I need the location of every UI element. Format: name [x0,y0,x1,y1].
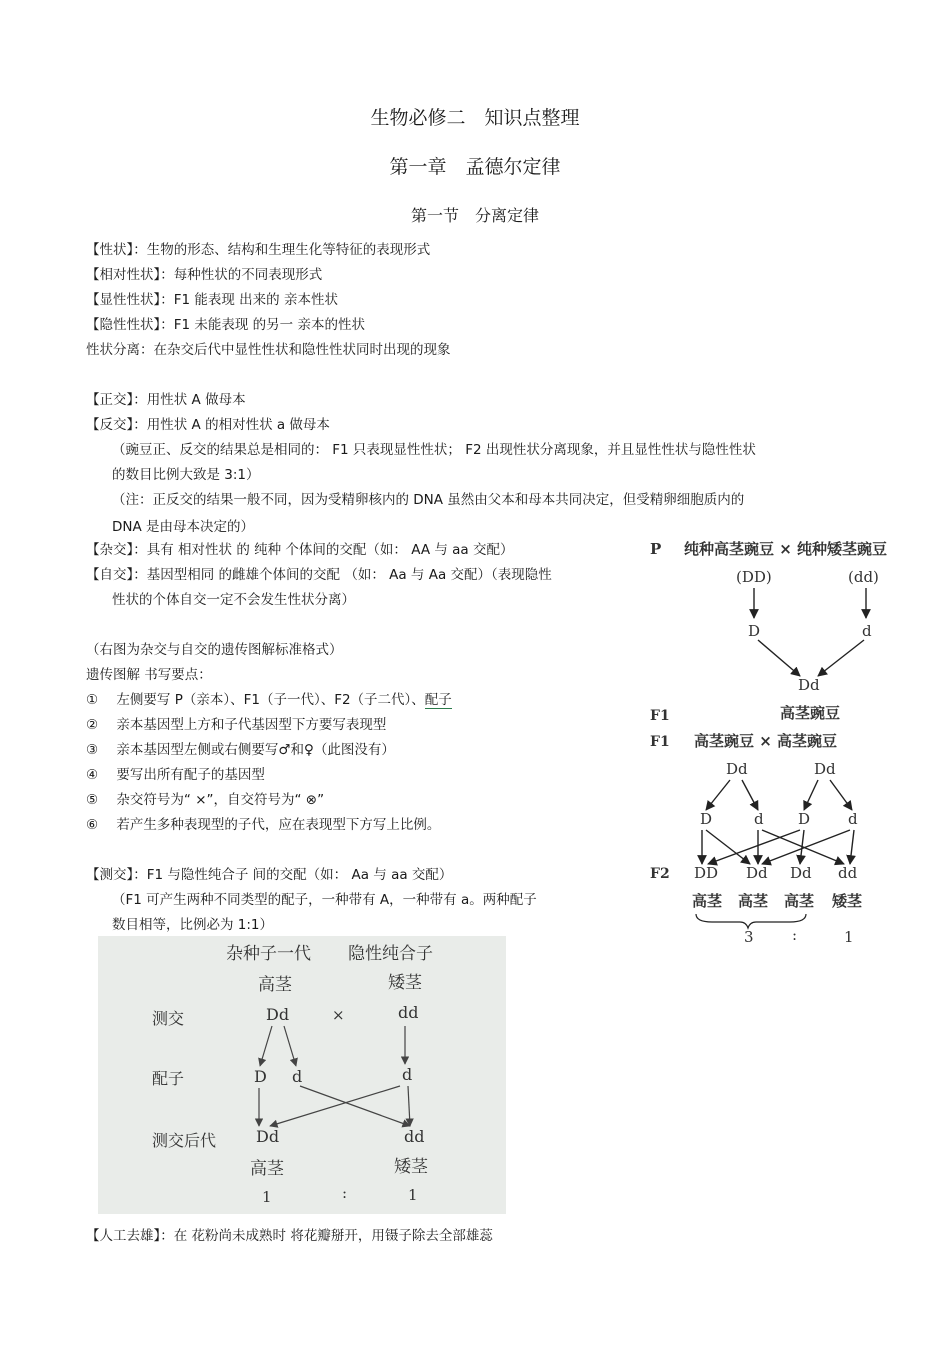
point-6 [86,813,440,833]
f1-gamete-1: D [700,810,713,828]
p-genotype-right: (dd) [848,568,879,586]
definition-relative-trait: 【相对性状】：每种性状的不同表现形式 [86,267,323,283]
ratio-recessive: 1 [844,928,854,946]
ratio-left: 1 [262,1188,272,1206]
arrow-f1-left-to-d [706,780,730,810]
ratio-right: 1 [408,1186,418,1204]
arrow-cross-3 [708,830,800,864]
cross-symbol: × [332,1006,345,1024]
gamete-left: D [748,622,761,640]
f1-gamete-2: d [754,810,764,828]
offspring-right-phenotype: 矮茎 [394,1157,428,1177]
section-title: 第一节 分离定律 [410,206,539,225]
definition-trait: 【性状】：生物的形态、结构和生理生化等特征的表现形式 [86,242,431,258]
f2-phenotype-4: 矮茎 [832,892,863,910]
definition-self-cross-cont: 性状的个体自交一定不会发生性状分离） [112,592,355,608]
definition-testcross: 【测交】：F1 与隐性纯合子 间的交配（如： Aa 与 aa 交配） [86,867,453,883]
f1-gamete-3: D [798,810,811,828]
arrow-parent-to-gamete-d [260,1026,272,1066]
point-number: ⑥ [86,817,99,833]
arrow-recessive-gamete-to-dd-recessive [408,1086,410,1126]
ratio-dominant: 3 [744,928,754,946]
parent-left-genotype: Dd [266,1005,290,1024]
arrow-f1-right-to-d-small [830,780,852,810]
arrow-f1-left-to-d-small [742,780,758,810]
point-number: ③ [86,742,99,758]
gamete-d-upper: D [254,1067,267,1086]
chapter-title: 第一章 孟德尔定律 [389,156,561,178]
definition-recessive-trait: 【隐性性状】：F1 未能表现 的另一 亲本的性状 [86,317,365,333]
f2-phenotype-1: 高茎 [692,892,723,910]
f2-genotype-4: dd [838,864,858,882]
f1-parent-right: Dd [814,760,836,778]
ratio-brace [696,914,806,928]
pheno-left: 高茎 [258,975,292,995]
diagram-note: （右图为杂交与自交的遗传图解标准格式） [86,642,343,658]
definition-hybrid-cross: 【杂交】：具有 相对性状 的 纯种 个体间的交配（如： AA 与 aa 交配） [86,542,514,558]
point-text: 亲本基因型左侧或右侧要写♂和♀（此图没有） [116,742,395,758]
definition-dominant-trait: 【显性性状】：F1 能表现 出来的 亲本性状 [86,292,338,308]
point-text-underlined: 配子 [424,692,452,708]
arrow-f1-right-to-d [804,780,818,810]
point-3 [86,738,395,758]
definition-forward-cross: 【正交】：用性状 A 做母本 [86,392,246,408]
page-title: 生物必修二 知识点整理 [370,107,580,129]
row-label-gametes: 配子 [152,1069,185,1088]
row-label-testcross: 测交 [152,1009,185,1028]
definition-emasculation: 【人工去雄】：在 花粉尚未成熟时 将花瓣掰开，用镊子除去全部雄蕊 [86,1228,493,1244]
points-title: 遗传图解 书写要点： [86,667,212,683]
gamete-right: d [862,622,872,640]
arrow-gamete-right-to-f1 [818,640,864,676]
point-4 [86,763,265,783]
gamete-d-lower-left: d [292,1067,303,1086]
point-text: 要写出所有配子的基因型 [116,767,265,783]
arrow-cross-2 [706,830,750,864]
p-label: P [650,540,662,558]
note-reciprocal-cont: DNA 是由母本决定的） [112,519,255,535]
definition-reciprocal-cross: 【反交】：用性状 A 的相对性状 a 做母本 [86,417,330,433]
point-text: 亲本基因型上方和子代基因型下方要写表现型 [116,717,387,733]
f1-gamete-4: d [848,810,858,828]
testcross-figure [98,936,506,1214]
arrow-cross-8 [850,830,854,864]
f1-cross-text: 高茎豌豆 × 高茎豌豆 [694,732,838,750]
p-cross-text: 纯种高茎豌豆 × 纯种矮茎豌豆 [684,540,888,558]
offspring-right-genotype: dd [404,1127,425,1146]
offspring-left-genotype: Dd [256,1127,280,1146]
f1-genotype: Dd [798,676,820,694]
point-number: ① [86,692,99,708]
header-left: 杂种子一代 [226,944,311,964]
offspring-left-phenotype: 高茎 [250,1159,284,1179]
gamete-d-lower-right: d [402,1065,413,1084]
note-testcross: （F1 可产生两种不同类型的配子，一种带有 A，一种带有 a。两种配子 [112,892,537,908]
f1-parent-left: Dd [726,760,748,778]
f1-label: F1 [650,708,670,724]
f2-phenotype-2: 高茎 [738,892,769,910]
note-pea-cross-cont: 的数目比例大致是 3:1） [112,467,260,483]
f2-label: F2 [650,866,670,882]
point-2 [86,713,386,733]
header-right: 隐性纯合子 [348,944,433,964]
arrow-gamete-left-to-f1 [758,640,800,676]
note-pea-cross: （豌豆正、反交的结果总是相同的： F1 只表现显性性状； F2 出现性状分离现象，并且显性性状与隐性性状 [112,442,756,458]
point-text: 杂交符号为“ ×”，自交符号为“ ⊗” [116,792,325,808]
point-number: ② [86,717,99,733]
point-number: ⑤ [86,792,99,808]
ratio-separator: : [792,926,798,944]
point-number: ④ [86,767,99,783]
point-text: 左侧要写 P（亲本）、F1（子一代）、F2（子二代）、 [116,692,425,708]
f2-phenotype-3: 高茎 [784,892,815,910]
point-1 [86,688,452,708]
point-5 [86,788,324,808]
arrow-recessive-gamete-to-dd [270,1086,400,1126]
arrow-parent-to-gamete-d-small [284,1026,296,1066]
pheno-right: 矮茎 [388,973,422,993]
parent-right-genotype: dd [398,1003,419,1022]
f2-genotype-1: DD [694,864,719,882]
testcross-diagram [98,936,506,1214]
definition-self-cross: 【自交】：基因型相同 的雌雄个体间的交配 （如： Aa 与 Aa 交配）（表现隐性 [86,567,552,583]
point-text: 若产生多种表现型的子代，应在表现型下方写上比例。 [116,817,441,833]
f1-label-second: F1 [650,734,670,750]
f2-genotype-3: Dd [790,864,812,882]
row-label-offspring: 测交后代 [152,1131,217,1150]
f2-genotype-2: Dd [746,864,768,882]
arrow-d-to-dd-recessive [300,1086,410,1126]
definition-segregation: 性状分离：在杂交后代中显性性状和隐性性状同时出现的现象 [86,342,451,358]
note-testcross-cont: 数目相等，比例必为 1:1） [112,917,274,933]
p-genotype-left: (DD) [736,568,772,586]
note-reciprocal: （注：正反交的结果一般不同，因为受精卵核内的 DNA 虽然由父本和母本共同决定，但受精卵细胞质内的 [112,492,745,508]
ratio-separator: : [342,1184,348,1202]
cross-diagram [640,530,920,950]
f1-phenotype: 高茎豌豆 [780,704,841,722]
